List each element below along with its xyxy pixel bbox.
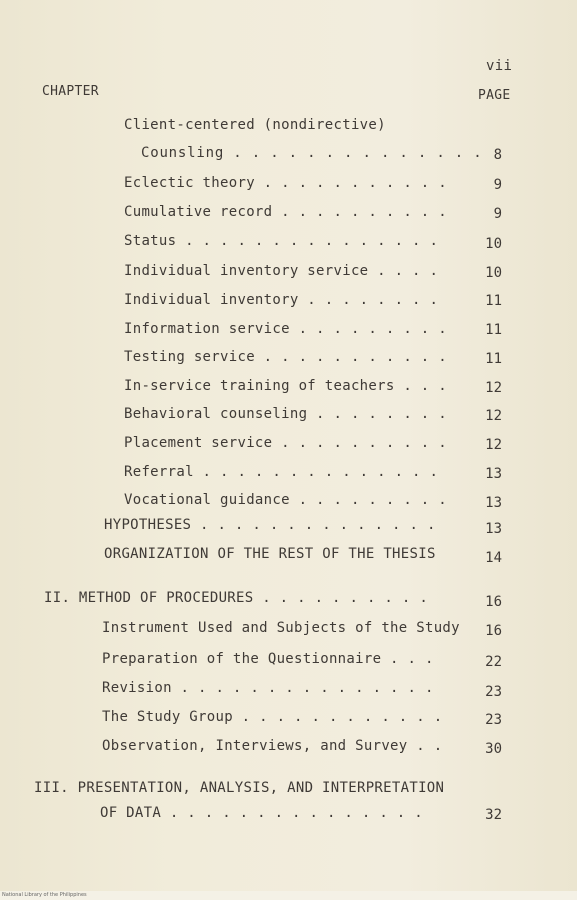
toc-entry: Counsling . . . . . . . . . . . . . . [141, 145, 483, 161]
roman-page-number: vii [486, 58, 513, 74]
toc-entry: Observation, Interviews, and Survey . . [102, 738, 443, 754]
toc-page-number: 12 [485, 380, 502, 396]
toc-entry: Revision . . . . . . . . . . . . . . . [102, 680, 434, 696]
toc-page-number: 10 [485, 265, 502, 281]
toc-entry: Instrument Used and Subjects of the Study [102, 620, 460, 636]
toc-entry: Testing service . . . . . . . . . . . [124, 349, 447, 365]
toc-section-heading: HYPOTHESES . . . . . . . . . . . . . . [104, 517, 436, 533]
toc-page-number: 12 [485, 437, 502, 453]
toc-page-number: 14 [485, 550, 502, 566]
toc-entry: OF DATA . . . . . . . . . . . . . . . [100, 805, 423, 821]
toc-entry: Client-centered (nondirective) [124, 117, 386, 133]
toc-page-number: 11 [485, 293, 502, 309]
chapter-column-header: CHAPTER [42, 84, 99, 99]
toc-page-number: 11 [485, 322, 502, 338]
toc-entry: Eclectic theory . . . . . . . . . . . [124, 175, 447, 191]
toc-entry: Placement service . . . . . . . . . . [124, 435, 447, 451]
toc-entry: The Study Group . . . . . . . . . . . . [102, 709, 443, 725]
toc-entry: Information service . . . . . . . . . [124, 321, 447, 337]
library-footer [0, 891, 577, 900]
toc-entry: Status . . . . . . . . . . . . . . . [124, 233, 439, 249]
toc-entry: Preparation of the Questionnaire . . . [102, 651, 434, 667]
toc-page-number: 23 [485, 684, 502, 700]
toc-page-number: 16 [485, 623, 502, 639]
toc-page-number: 22 [485, 654, 502, 670]
toc-page-number: 30 [485, 741, 502, 757]
toc-chapter-heading: III. PRESENTATION, ANALYSIS, AND INTERPRETATION [34, 780, 445, 796]
toc-entry: Individual inventory service . . . . [124, 263, 439, 279]
toc-page-number: 11 [485, 351, 502, 367]
toc-entry: Vocational guidance . . . . . . . . . [124, 492, 447, 508]
page-column-header: PAGE [478, 88, 511, 103]
toc-page-number: 32 [485, 807, 502, 823]
toc-section-heading: ORGANIZATION OF THE REST OF THE THESIS [104, 546, 436, 562]
toc-page-number: 9 [493, 206, 502, 222]
toc-page-number: 13 [485, 466, 502, 482]
toc-page-number: 9 [493, 177, 502, 193]
toc-page-number: 8 [493, 147, 502, 163]
toc-entry: In-service training of teachers . . . [124, 378, 447, 394]
footer-text: National Library of the Philippines [2, 892, 87, 898]
toc-page-number: 12 [485, 408, 502, 424]
toc-entry: Individual inventory . . . . . . . . [124, 292, 439, 308]
toc-page-number: 23 [485, 712, 502, 728]
toc-entry: Behavioral counseling . . . . . . . . [124, 406, 447, 422]
toc-page-number: 10 [485, 236, 502, 252]
toc-entry: Cumulative record . . . . . . . . . . [124, 204, 447, 220]
toc-page-number: 13 [485, 521, 502, 537]
toc-chapter-heading: II. METHOD OF PROCEDURES . . . . . . . . . . [44, 590, 429, 606]
toc-entry: Referral . . . . . . . . . . . . . . [124, 464, 439, 480]
toc-page-number: 13 [485, 495, 502, 511]
toc-page-number: 16 [485, 594, 502, 610]
